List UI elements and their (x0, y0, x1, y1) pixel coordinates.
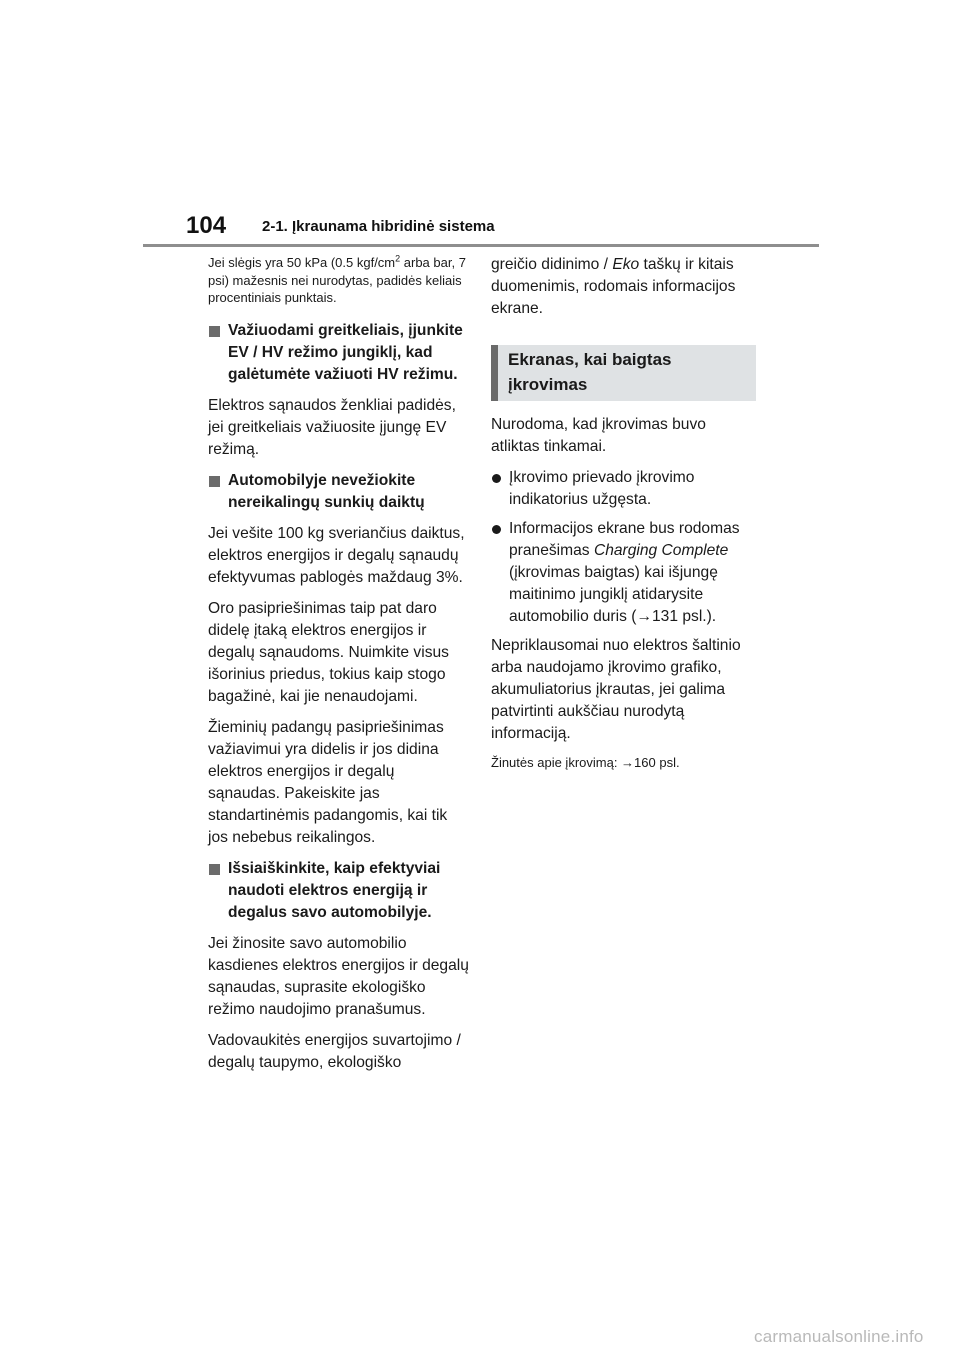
subheading-highway (208, 320, 470, 386)
paragraph: Elektros sąnaudos ženkliai padidės, jei greitkeliais važiuosite įjungę EV režimą. (208, 396, 456, 458)
watermark: carmanualsonline.info (754, 1327, 924, 1346)
bullet-text: (įkrovimas baigtas) kai išjungę maitinimo jungiklį atidarysite automobilio duris (→131 psl.). (509, 564, 718, 625)
subheading-text: Automobilyje nevežiokite nereikalingų sunkių daiktų (228, 471, 425, 511)
bullet-text: Informacijos ekrane bus rodomas pranešimas (509, 520, 740, 559)
intro-text-start: Jei slėgis yra 50 kPa (0.5 kgf/cm (208, 255, 396, 270)
subheading-text: Išsiaiškinkite, kaip efektyviai naudoti elektros energiją ir degalus savo automobilyje. (228, 859, 441, 921)
italic-text: Charging Complete (593, 542, 729, 559)
reference-note: Žinutės apie įkrovimą: →160 psl. (491, 755, 680, 770)
right-column (491, 254, 753, 772)
paragraph-continued (491, 254, 753, 320)
square-bullet-icon (209, 864, 220, 875)
intro-paragraph (208, 254, 470, 307)
subheading-text: Važiuodami greitkeliais, įjunkite EV / HV režimo jungiklį, kad galėtumėte važiuoti HV režimu. (228, 321, 463, 383)
paragraph: Vadovaukitės energijos suvartojimo / degalų taupymo, ekologiško (208, 1031, 461, 1071)
subheading-heavy-items (208, 470, 470, 514)
page-number: 104 (186, 212, 227, 239)
subheading-efficiency (208, 858, 470, 924)
bullet-dot-icon (492, 474, 501, 483)
left-column (208, 254, 470, 1083)
section-title: 2-1. Įkraunama hibridinė sistema (262, 218, 495, 235)
bullet-item (491, 467, 753, 511)
square-bullet-icon (209, 326, 220, 337)
italic-text: Eko (612, 256, 640, 273)
square-bullet-icon (209, 476, 220, 487)
header-rule (143, 244, 819, 247)
paragraph: Jei žinosite savo automobilio kasdienes elektros energijos ir degalų sąnaudas, suprasite ekologiško režimo naudojimo pranašumus. (208, 934, 469, 1018)
paragraph: Nepriklausomai nuo elektros šaltinio arba naudojamo įkrovimo grafiko, akumuliatorius įkrautas, jei galima patvirtinti aukščiau nurodytą informaciją. (491, 637, 741, 742)
bullet-item (491, 518, 753, 628)
section-heading-box: Ekranas, kai baigtas įkrovimas (491, 345, 756, 401)
text: taškų ir kitais duomenimis, rodomais informacijos ekrane. (491, 256, 736, 317)
paragraph: Oro pasipriešinimas taip pat daro didelę įtaką elektros energijos ir degalų sąnaudoms. Nuimkite visus išorinius priedus, tokius kaip stogo bagažinė, kai jie nenaudojami. (208, 599, 449, 705)
paragraph: Žieminių padangų pasipriešinimas važiavimui yra didelis ir jos didina elektros energijos ir degalų sąnaudas. Pakeiskite jas standartinėmis padangomis, kai tik jos nebebus reikalingos. (208, 718, 448, 846)
paragraph: Jei vešite 100 kg sveriančius daiktus, elektros energijos ir degalų sąnaudų efektyvumas pablogės maždaug 3%. (208, 524, 465, 586)
bullet-dot-icon (492, 525, 501, 534)
text: greičio didinimo / (491, 256, 613, 273)
bullet-text: Įkrovimo prievado įkrovimo indikatorius užgęsta. (509, 469, 695, 508)
intro-superscript: 2 (395, 253, 401, 264)
intro-text-end: arba bar, 7 psi) mažesnis nei nurodytas, padidės keliais procentiniais punktais. (208, 255, 466, 305)
paragraph: Nurodoma, kad įkrovimas buvo atliktas tinkamai. (491, 416, 706, 455)
